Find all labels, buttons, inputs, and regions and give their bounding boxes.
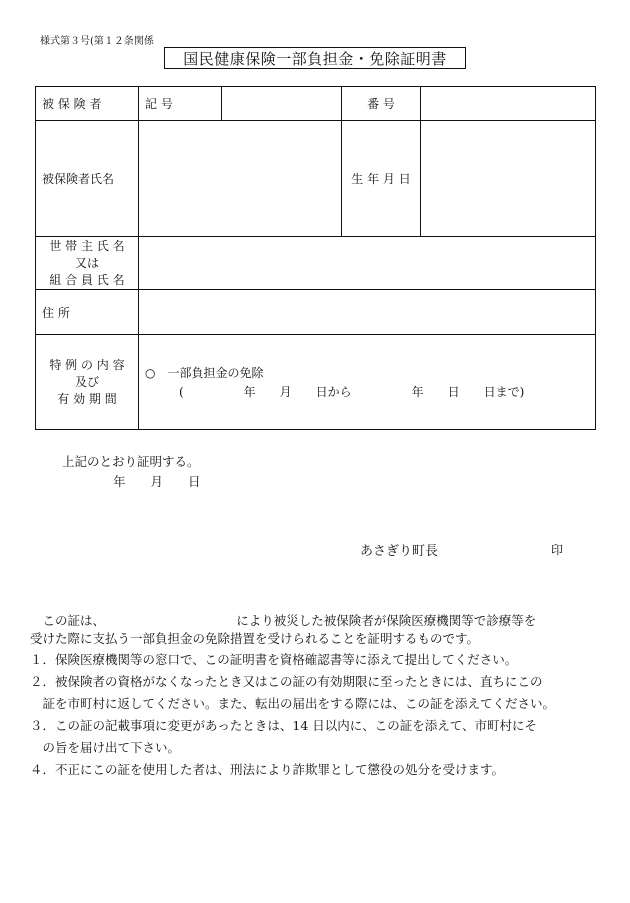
notes-item-3b: の旨を届け出て下さい。 [30,740,181,755]
seal-mark: 印 [551,543,564,557]
symbol-label: 記 号 [145,97,173,111]
birthdate-label-cell [342,121,421,237]
form-number: 様式第３号(第１２条関係 [40,36,154,47]
certificate-form-table [35,86,596,430]
householder-label-cell [36,237,139,290]
birthdate-label: 生 年 月 日 [351,172,411,186]
birthdate-field[interactable] [421,121,596,237]
address-label-cell [36,290,139,335]
certification-statement: 上記のとおり証明する。 [62,454,200,469]
special-content-cell [139,335,596,430]
symbol-cell [139,87,222,121]
householder-name-field[interactable] [139,237,596,290]
insured-name-label-cell [36,121,139,237]
document-title: 国民健康保険一部負担金・免除証明書 [164,47,466,69]
notes-item-4: ４．不正にこの証を使用した者は、刑法により詐欺罪として懲役の処分を受けます。 [30,762,505,777]
householder-label-line1: 世 帯 主 氏 名 [49,238,125,253]
special-label-line2: 及び [74,374,99,389]
validity-period-text: ( 年 月 日から 年 日 日まで) [179,385,525,399]
insured-name-field[interactable] [139,121,342,237]
notes-item-1: １．保険医療機関等の窓口で、この証明書を資格確認書等に添えて提出してください。 [30,652,518,667]
exemption-text: ○ 一部負担金の免除 [145,366,264,380]
notes-intro-line2: 受けた際に支払う一部負担金の免除措置を受けられることを証明するものです。 [30,631,480,646]
insured-label: 被 保 険 者 [42,97,102,111]
notes-section [30,610,610,781]
householder-label-line2: 又は [74,255,99,270]
notes-item-3a: ３．この証の記載事項に変更があったときは、14 日以内に、この証を添えて、市町村にそ [30,718,538,733]
notes-item-2b: 証を市町村に返してください。また、転出の届出をする際には、この証を添えてください。 [30,696,556,711]
householder-label-line3: 組 合 員 氏 名 [49,272,125,287]
special-label-cell [36,335,139,430]
special-label-line3: 有 効 期 間 [57,391,117,406]
symbol-value-field[interactable] [222,87,342,121]
number-value-field[interactable] [421,87,596,121]
address-label: 住 所 [42,305,70,320]
notes-item-2a: ２．被保険者の資格がなくなったとき又はこの証の有効期限に至ったときには、直ちにこの [30,674,543,689]
issuer-name: あさぎり町長 [360,544,439,559]
certification-date: 年 月 日 [113,474,201,489]
special-label-line1: 特 例 の 内 容 [49,357,125,372]
number-cell [342,87,421,121]
address-field[interactable] [139,290,596,335]
insured-name-label: 被保険者氏名 [42,172,115,186]
number-label: 番 号 [367,97,395,111]
notes-intro-line1: この証は、 により被災した被保険者が保険医療機関等で診療等を [30,613,537,628]
insured-label-cell [36,87,139,121]
